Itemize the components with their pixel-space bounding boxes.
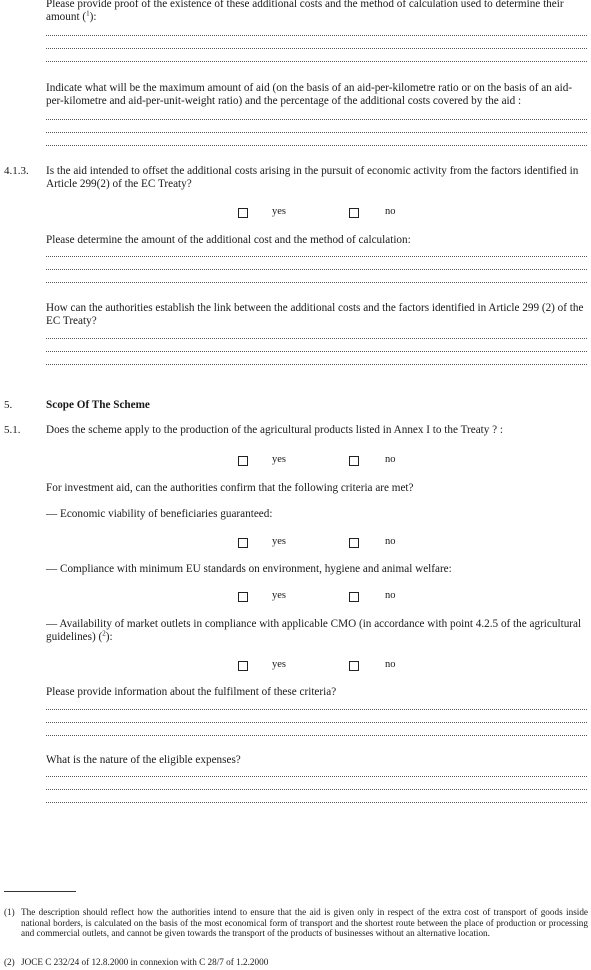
section-title: Scope Of The Scheme [46,399,150,411]
yes-checkbox-4-1-3[interactable] [238,208,248,218]
answer-line[interactable] [46,776,587,777]
standards-criterion: — Compliance with minimum EU standards on environment, hygiene and animal welfare: [46,563,452,575]
footnote-mark-1: (1) [4,907,15,917]
answer-line[interactable] [46,145,587,146]
no-label: no [385,659,396,670]
expenses-question: What is the nature of the eligible expenses? [46,754,241,766]
max-aid-question: Indicate what will be the maximum amount of aid (on the basis of an aid-per-kilometre ratio or on the basis of an aid-per-kilometre and aid-per-unit-weight ratio) and the percentage of the additional costs covered by the aid : [46,82,573,108]
yes-label: yes [272,536,286,547]
answer-line[interactable] [46,338,587,339]
answer-line[interactable] [46,789,587,790]
section-number-5: 5. [4,399,13,411]
no-checkbox-5-1[interactable] [349,456,359,466]
footnote-separator [4,891,76,892]
answer-line[interactable] [46,709,587,710]
footnote-ref-2: 2 [102,629,106,638]
answer-line[interactable] [46,35,587,36]
no-label: no [385,206,396,217]
yes-checkbox-5-1[interactable] [238,456,248,466]
viability-criterion: — Economic viability of beneficiaries guaranteed: [46,508,273,520]
answer-line[interactable] [46,61,587,62]
yes-checkbox-market[interactable] [238,661,248,671]
answer-line[interactable] [46,48,587,49]
proof-question: Please provide proof of the existence of these additional costs and the method of calculation used to determine their amount ($^1$): [46,0,564,24]
additional-cost-question: Please determine the amount of the additional cost and the method of calculation: [46,234,411,246]
answer-line[interactable] [46,119,587,120]
answer-line[interactable] [46,132,587,133]
no-checkbox-market[interactable] [349,661,359,671]
fulfilment-question: Please provide information about the fulfilment of these criteria? [46,686,337,698]
yes-label: yes [272,659,286,670]
no-checkbox-standards[interactable] [349,592,359,602]
answer-line[interactable] [46,256,587,257]
yes-checkbox-viability[interactable] [238,538,248,548]
footnote-ref-1: 1 [86,9,90,18]
section-number-5-1: 5.1. [4,424,21,436]
answer-line[interactable] [46,735,587,736]
answer-line[interactable] [46,722,587,723]
yes-label: yes [272,590,286,601]
question-5-1: Does the scheme apply to the production of the agricultural products listed in Annex I to the Treaty ? : [46,424,504,436]
no-checkbox-4-1-3[interactable] [349,208,359,218]
answer-line[interactable] [46,802,587,803]
section-number-4-1-3: 4.1.3. [4,165,29,177]
no-label: no [385,590,396,601]
question-4-1-3: Is the aid intended to offset the additional costs arising in the pursuit of economic activity from the factors identified in Article 299(2) of the EC Treaty? [46,165,579,191]
footnote-mark-2: (2) [4,957,15,967]
answer-line[interactable] [46,364,587,365]
investment-aid-question: For investment aid, can the authorities confirm that the following criteria are met? [46,482,414,494]
answer-line[interactable] [46,282,587,283]
link-question: How can the authorities establish the link between the additional costs and the factors identified in Article 299 (2) of the EC Treaty? [46,302,584,328]
no-checkbox-viability[interactable] [349,538,359,548]
no-label: no [385,536,396,547]
footnote-1: The description should reflect how the authorities intend to ensure that the aid is given only in respect of the extra cost of transport of goods inside national borders, is calculated on the basis of the most economical form of transport and the shortest route between the place of production or processing and commercial outlets, and cannot be given towards the transport of the products of businesses without an alternative location. [21,907,588,939]
yes-checkbox-standards[interactable] [238,592,248,602]
yes-label: yes [272,206,286,217]
answer-line[interactable] [46,351,587,352]
market-outlets-criterion: — Availability of market outlets in compliance with applicable CMO (in accordance with point 4.2.5 of the agricultural guidelines) ($^2$): [46,618,582,644]
yes-label: yes [272,454,286,465]
footnote-2: JOCE C 232/24 of 12.8.2000 in connexion with C 28/7 of 1.2.2000 [21,957,269,967]
no-label: no [385,454,396,465]
answer-line[interactable] [46,269,587,270]
